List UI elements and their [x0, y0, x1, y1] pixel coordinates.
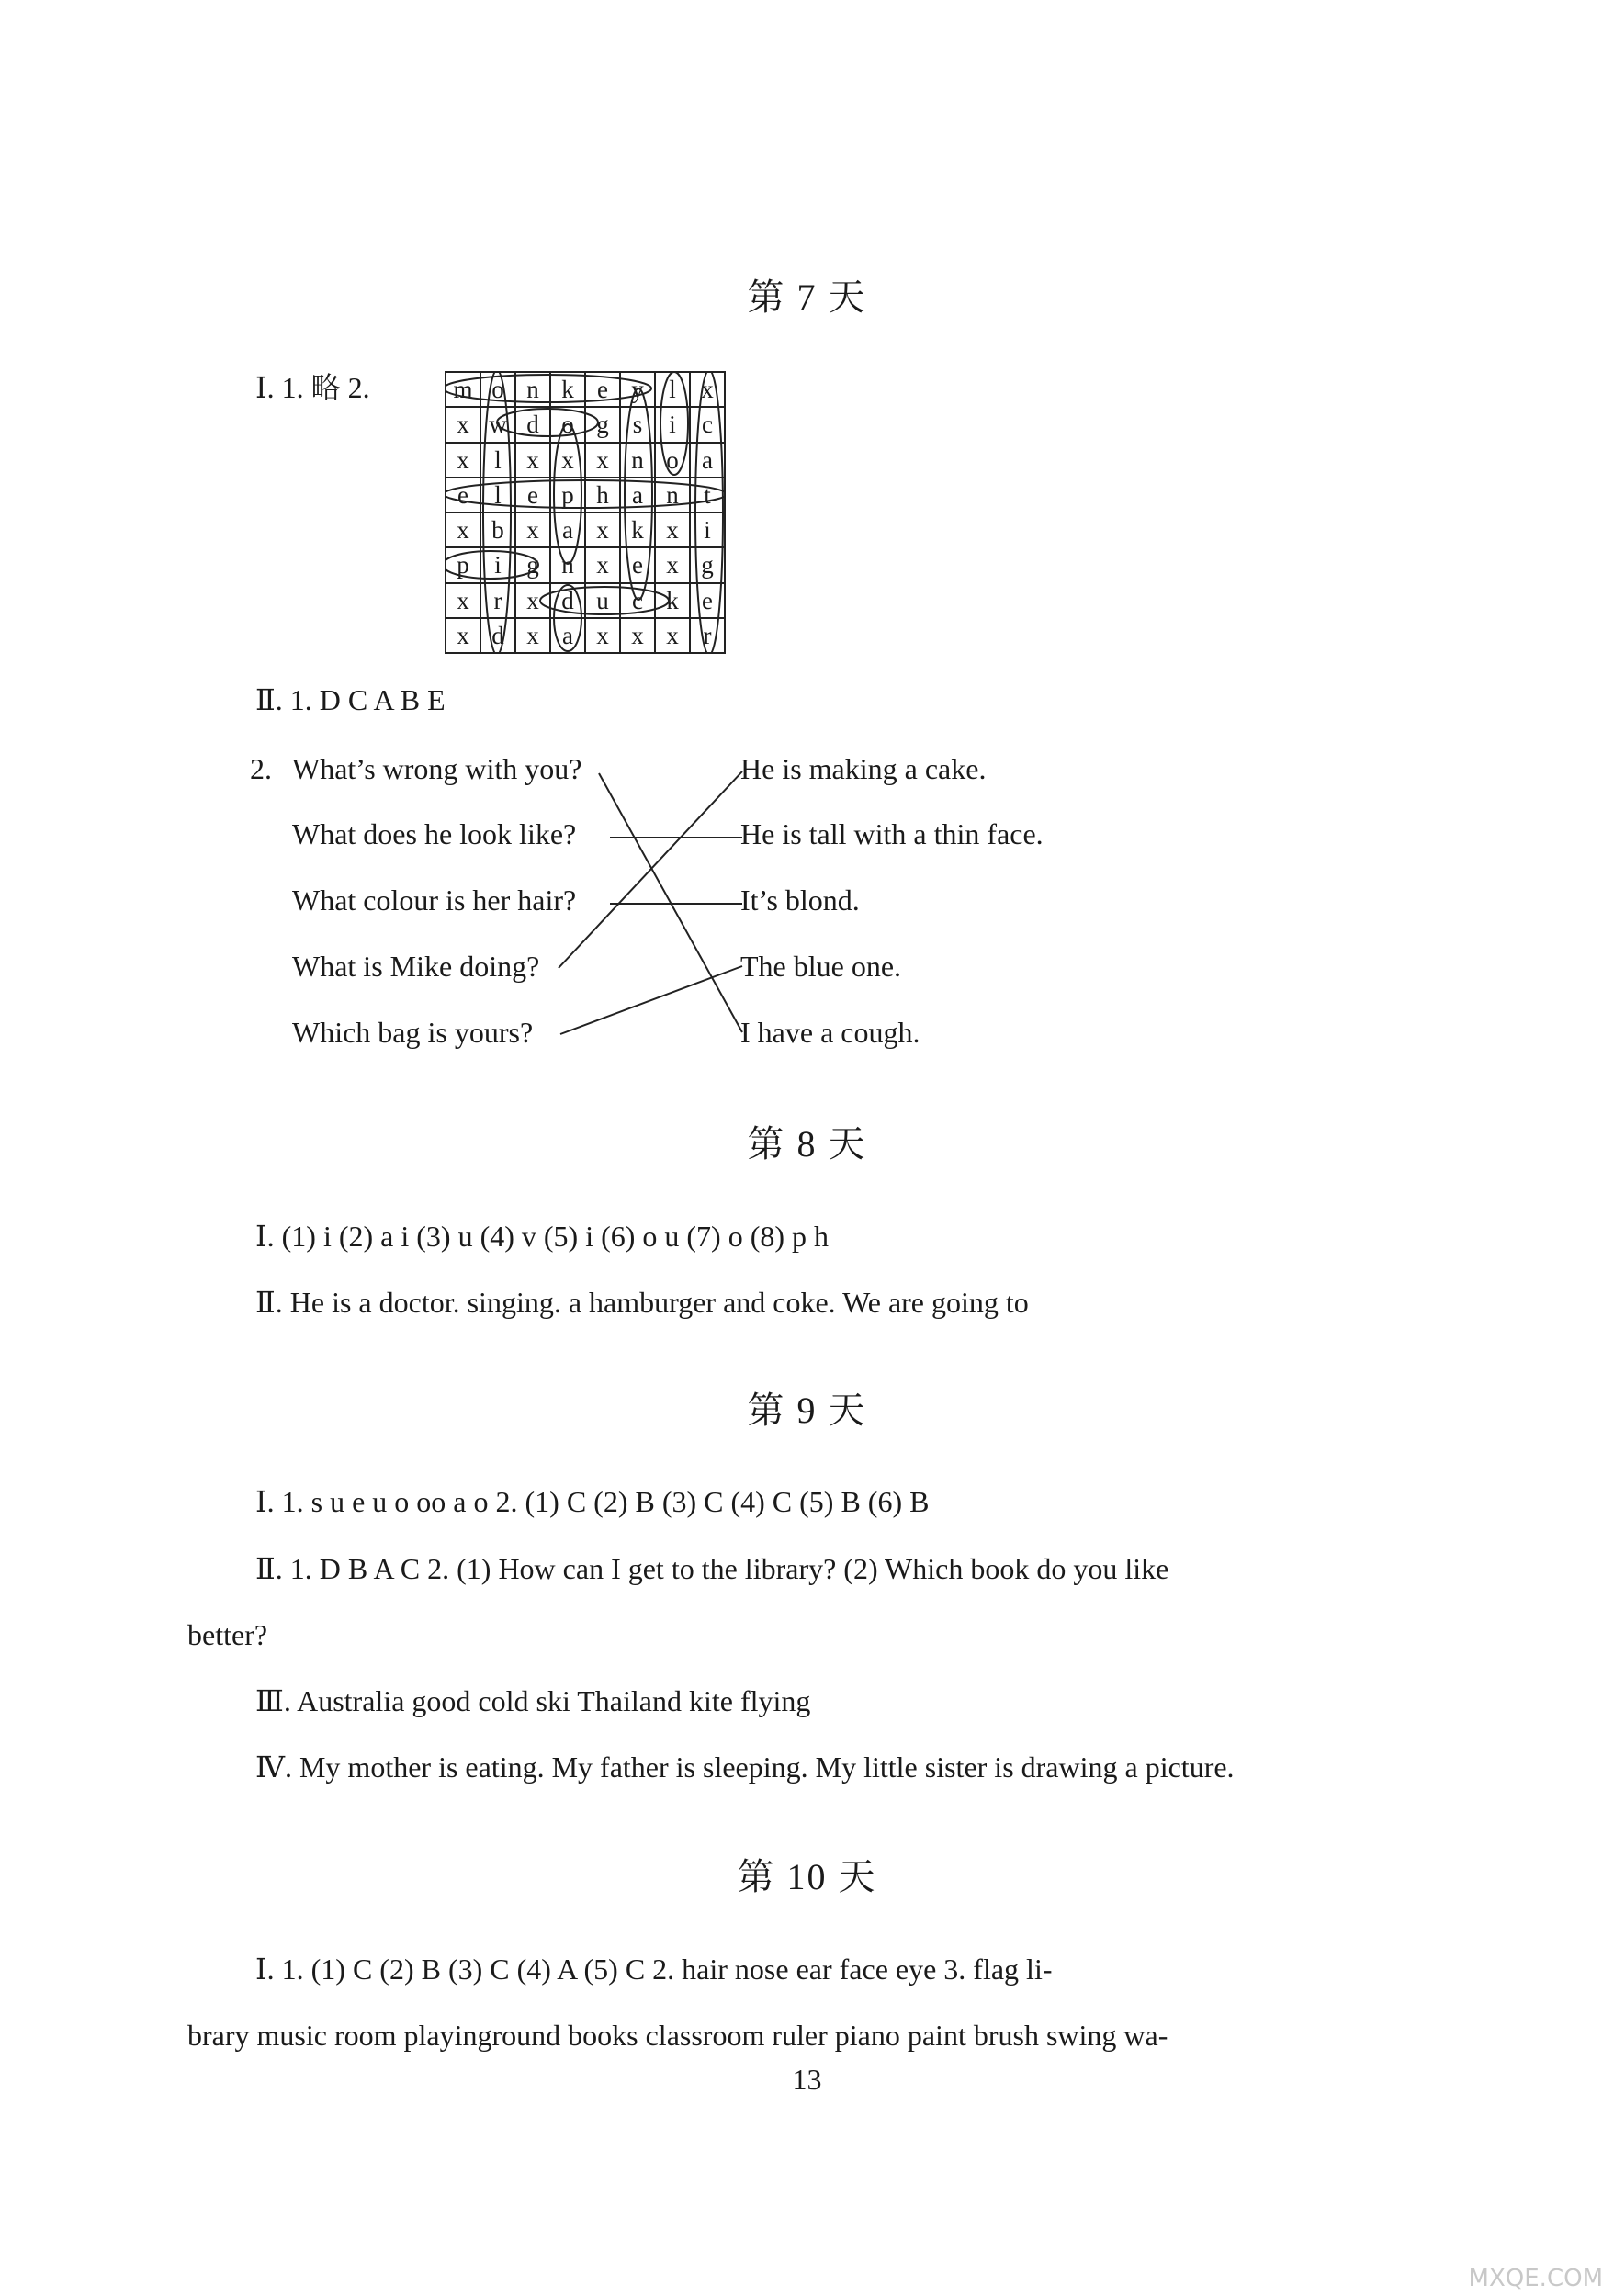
grid-cell: g [690, 547, 725, 582]
grid-cell: x [655, 512, 690, 547]
day10-line2: brary music room playinground books classroom ruler piano paint brush swing wa- [187, 2019, 1168, 2052]
oval-dogs [497, 409, 598, 436]
grid-cell: k [550, 372, 585, 407]
grid-cell: o [550, 407, 585, 442]
oval-col6 [625, 388, 652, 600]
page-number: 13 [792, 2063, 822, 2096]
grid-cell: x [585, 443, 620, 478]
grid-cell: k [620, 512, 655, 547]
grid-cell: l [655, 372, 690, 407]
grid-cell: e [690, 583, 725, 618]
oval-elephant [445, 480, 726, 508]
grid-cell: u [585, 583, 620, 618]
question-3: What colour is her hair? [292, 884, 577, 917]
oval-pig [445, 551, 538, 579]
day7-heading: 第 7 天 [747, 276, 867, 318]
match-line-5 [560, 966, 742, 1034]
day9-line4: Ⅲ. Australia good cold ski Thailand kite flying [255, 1684, 811, 1717]
grid-cell: a [620, 478, 655, 512]
grid-cell: c [620, 583, 655, 618]
grid-cell: x [446, 443, 480, 478]
grid-cell: w [480, 407, 515, 442]
grid-cell: x [515, 443, 550, 478]
watermark: MXQE.COM [1468, 2265, 1603, 2292]
grid-cell: x [446, 512, 480, 547]
grid-cell: a [550, 618, 585, 653]
grid-cell: t [690, 478, 725, 512]
grid-cell: l [480, 478, 515, 512]
grid-cell: g [585, 407, 620, 442]
grid-cell: o [655, 443, 690, 478]
grid-cell: c [690, 407, 725, 442]
word-search-ovals [445, 371, 726, 654]
grid-cell: p [446, 547, 480, 582]
grid-cell: g [515, 547, 550, 582]
day9-line1: Ⅰ. 1. s u e u o oo a o 2. (1) C (2) B (3) C (4) C (5) B (6) B [255, 1485, 930, 1518]
grid-cell: r [480, 583, 515, 618]
day10-heading: 第 10 天 [737, 1856, 877, 1897]
grid-cell: x [446, 407, 480, 442]
grid-cell: e [515, 478, 550, 512]
day10-line1: Ⅰ. 1. (1) C (2) B (3) C (4) A (5) C 2. hair nose ear face eye 3. flag li- [255, 1953, 1053, 1986]
grid-cell: m [446, 372, 480, 407]
grid-cell: x [655, 618, 690, 653]
oval-col2 [483, 371, 511, 654]
answer-4: The blue one. [740, 950, 902, 983]
match-line-1 [599, 773, 742, 1032]
grid-cell: n [550, 547, 585, 582]
day7-q1-label: Ⅰ. 1. 略 2. [255, 371, 370, 404]
grid-cell: x [515, 618, 550, 653]
day8-line1: Ⅰ. (1) i (2) a i (3) u (4) v (5) i (6) o u (7) o (8) p h [255, 1220, 830, 1253]
question-2: What does he look like? [292, 817, 577, 850]
grid-cell: a [690, 443, 725, 478]
grid-cell: x [585, 547, 620, 582]
grid-cell: i [480, 547, 515, 582]
grid-cell: b [480, 512, 515, 547]
oval-lion [660, 372, 688, 475]
grid-cell: x [515, 583, 550, 618]
day7-q2-num: 2. [250, 752, 272, 785]
grid-cell: r [690, 618, 725, 653]
grid-cell: h [585, 478, 620, 512]
grid-cell: x [515, 512, 550, 547]
grid-cell: e [585, 372, 620, 407]
oval-monkey [445, 375, 651, 402]
grid-cell: e [620, 547, 655, 582]
grid-cell: d [480, 618, 515, 653]
day9-heading: 第 9 天 [747, 1390, 867, 1431]
grid-cell: i [655, 407, 690, 442]
grid-cell: x [655, 547, 690, 582]
day7-q2-line1: Ⅱ. 1. D C A B E [255, 683, 446, 716]
grid-cell: e [446, 478, 480, 512]
grid-cell: x [550, 443, 585, 478]
day9-line3: better? [187, 1618, 268, 1651]
grid-cell: i [690, 512, 725, 547]
grid-cell: n [655, 478, 690, 512]
answer-5: I have a cough. [740, 1016, 920, 1049]
oval-col4-bottom [554, 585, 581, 651]
grid-cell: y [620, 372, 655, 407]
grid-cell: d [550, 583, 585, 618]
grid-cell: n [620, 443, 655, 478]
day8-line2: Ⅱ. He is a doctor. singing. a hamburger and coke. We are going to [255, 1286, 1029, 1319]
oval-col8 [695, 371, 723, 654]
oval-panda [554, 424, 581, 564]
question-1: What’s wrong with you? [292, 752, 582, 785]
grid-cell: x [446, 618, 480, 653]
grid-cell: x [620, 618, 655, 653]
grid-cell: l [480, 443, 515, 478]
answer-3: It’s blond. [740, 884, 860, 917]
grid-cell: x [585, 512, 620, 547]
question-5: Which bag is yours? [292, 1016, 534, 1049]
grid-cell: k [655, 583, 690, 618]
grid-cell: x [690, 372, 725, 407]
grid-cell: x [446, 583, 480, 618]
question-4: What is Mike doing? [292, 950, 540, 983]
grid-cell: x [585, 618, 620, 653]
word-search-grid [445, 371, 726, 654]
grid-cell: a [550, 512, 585, 547]
grid-cell: o [480, 372, 515, 407]
day9-line5: Ⅳ. My mother is eating. My father is sleeping. My little sister is drawing a picture. [255, 1750, 1235, 1784]
answer-1: He is making a cake. [740, 752, 987, 785]
answer-2: He is tall with a thin face. [740, 817, 1044, 850]
grid-cell: d [515, 407, 550, 442]
grid-cell: p [550, 478, 585, 512]
grid-cell: s [620, 407, 655, 442]
match-line-4 [559, 771, 742, 968]
grid-cell: n [515, 372, 550, 407]
day8-heading: 第 8 天 [747, 1123, 867, 1165]
day9-line2: Ⅱ. 1. D B A C 2. (1) How can I get to the library? (2) Which book do you like [255, 1552, 1169, 1585]
